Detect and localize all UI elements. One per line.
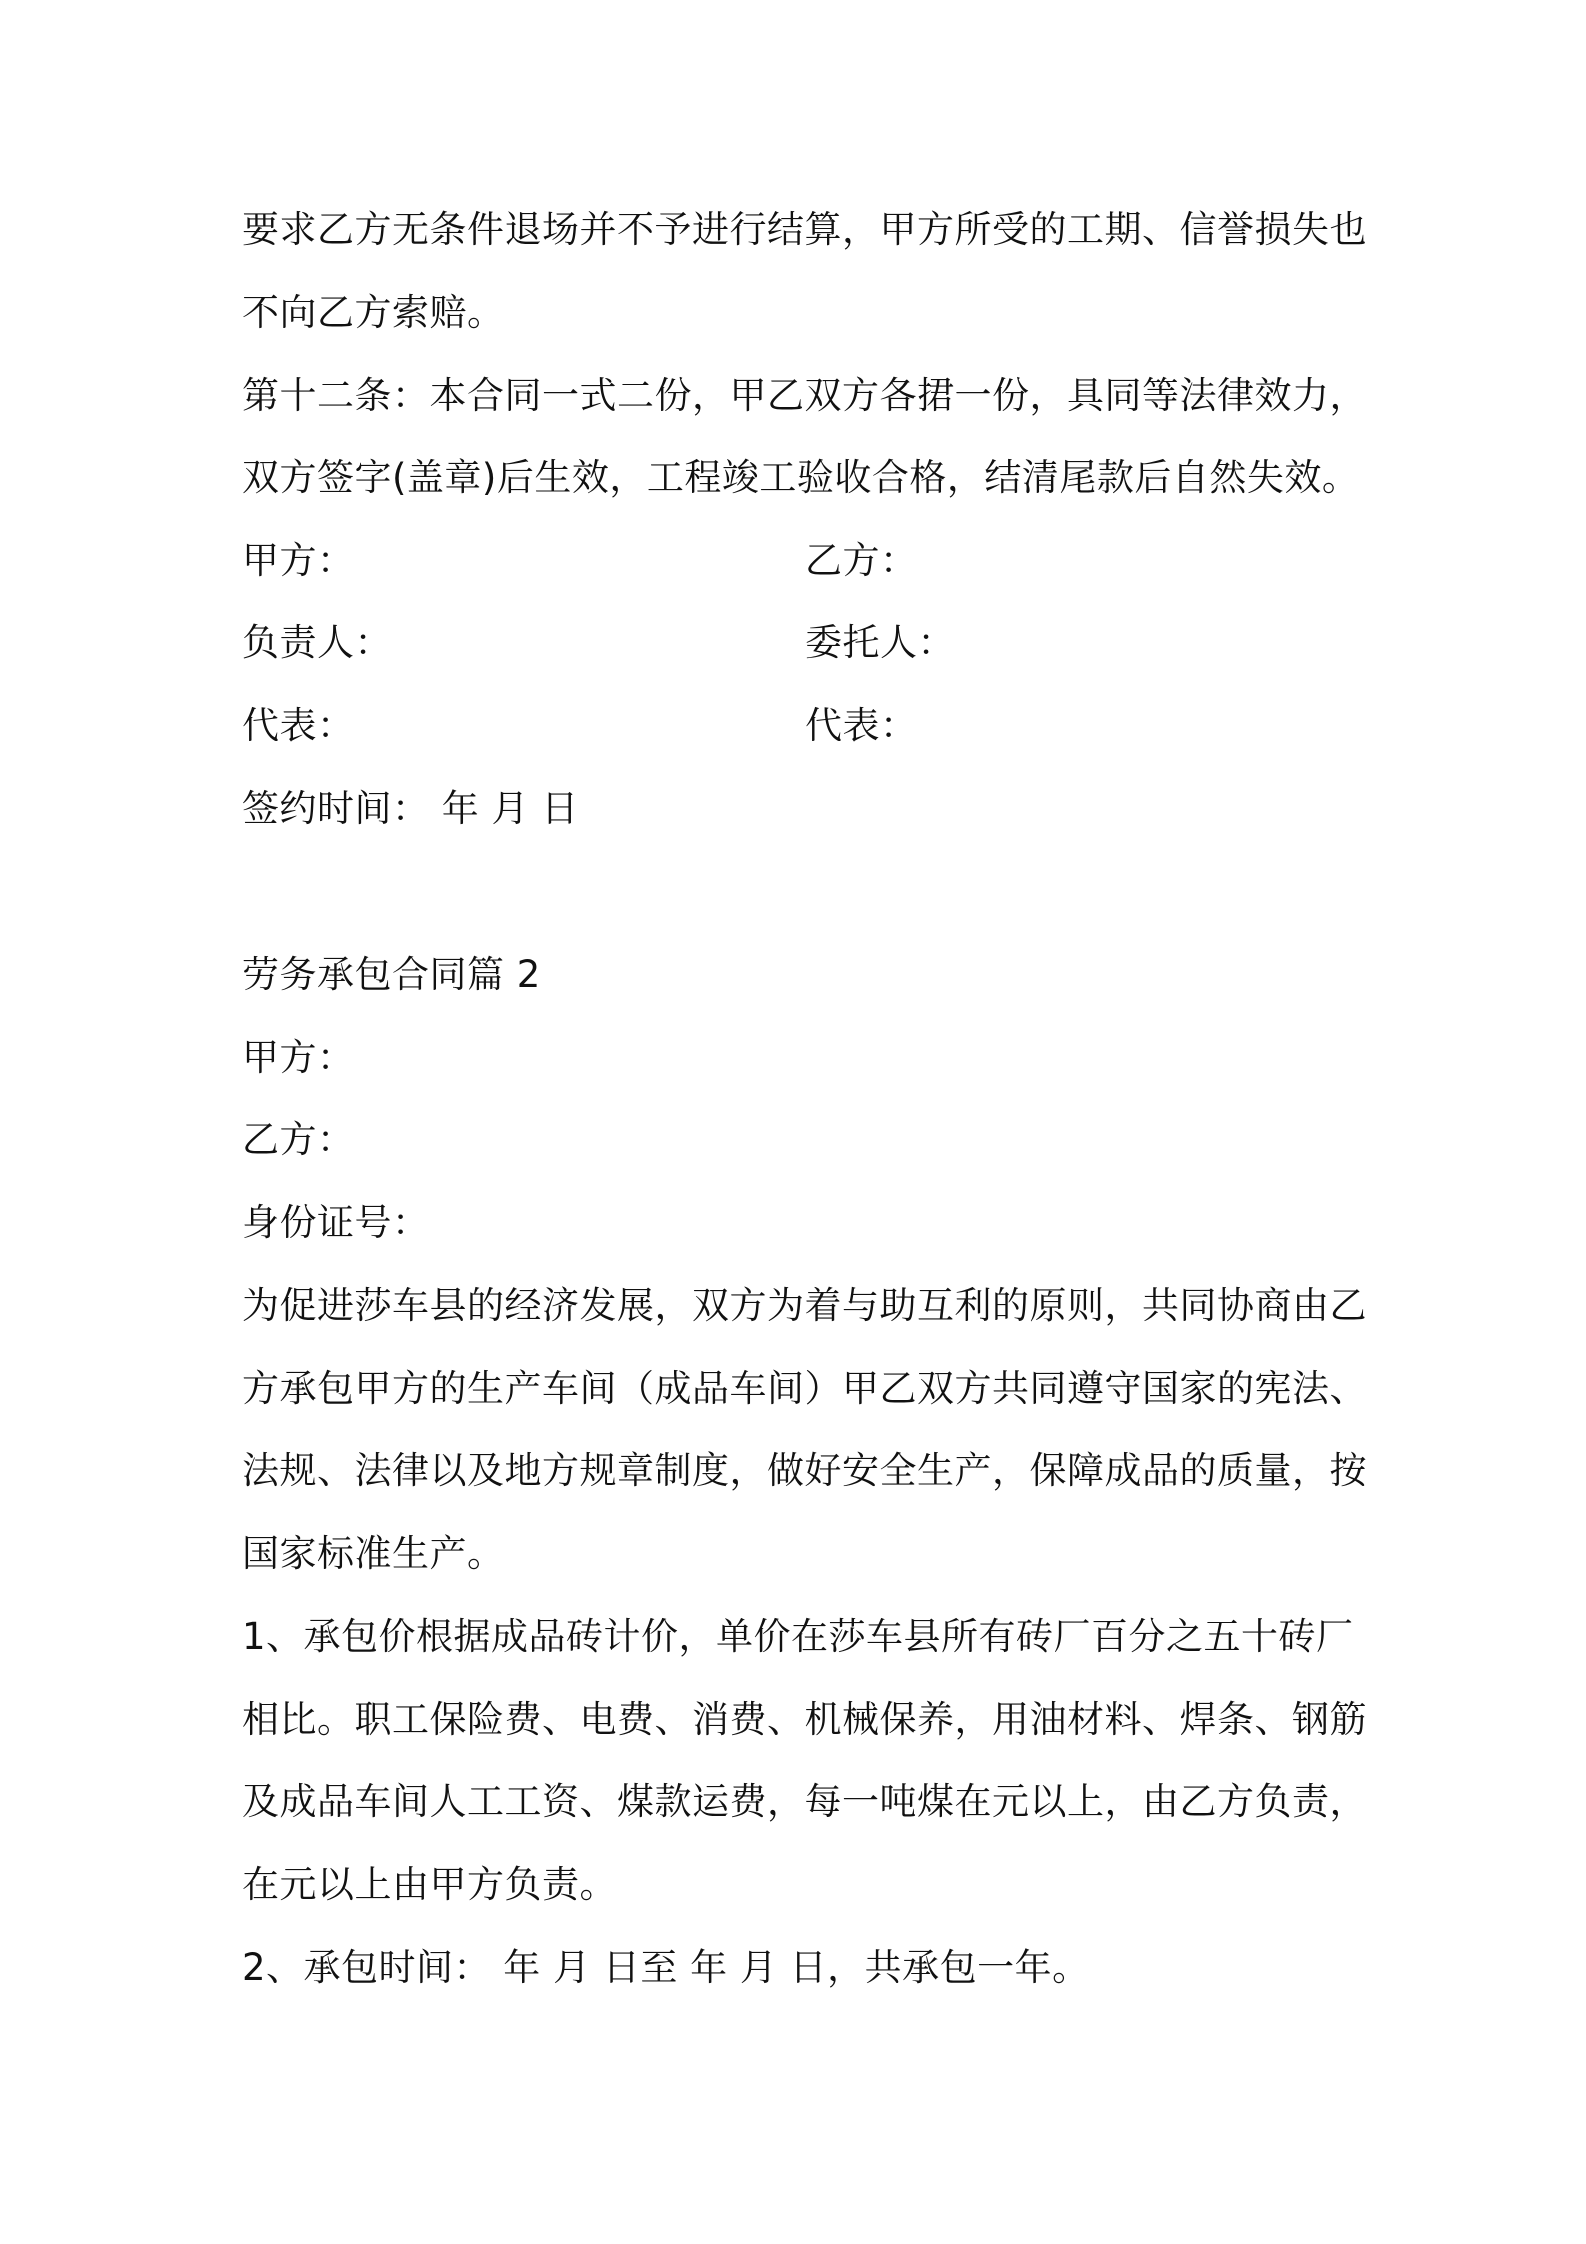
section-title: 劳务承包合同篇 2 <box>242 953 541 996</box>
clause-1-line: 相比。职工保险费、电费、消费、机械保养，用油材料、焊条、钢筋 <box>242 1698 1367 1741</box>
clause-12-line: 第十二条：本合同一式二份，甲乙双方各捃一份，具同等法律效力， <box>242 374 1367 417</box>
party-b-label: 乙方： <box>805 539 918 582</box>
representative-b-label: 代表： <box>805 704 918 747</box>
text-line: 要求乙方无条件退场并不予进行结算，甲方所受的工期、信誉损失也 <box>242 208 1367 251</box>
clause-1-line: 1、承包价根据成品砖计价，单价在莎车县所有砖厂百分之五十砖厂 <box>242 1615 1354 1658</box>
intro-line: 为促进莎车县的经济发展，双方为着与助互利的原则，共同协商由乙 <box>242 1284 1367 1327</box>
entrusted-person-label: 委托人： <box>805 621 955 664</box>
id-number-label: 身份证号： <box>242 1201 430 1244</box>
intro-line: 国家标准生产。 <box>242 1532 505 1575</box>
representative-a-label: 代表： <box>242 704 355 747</box>
party-b-label: 乙方： <box>242 1118 355 1161</box>
clause-1-line: 在元以上由甲方负责。 <box>242 1863 617 1906</box>
text-line: 不向乙方索赔。 <box>242 291 505 334</box>
intro-line: 方承包甲方的生产车间（成品车间）甲乙双方共同遵守国家的宪法、 <box>242 1367 1367 1410</box>
signing-date-label: 签约时间： 年 月 日 <box>242 787 579 830</box>
responsible-person-label: 负责人： <box>242 621 392 664</box>
clause-12-line: 双方签字(盖章)后生效，工程竣工验收合格，结清尾款后自然失效。 <box>242 456 1360 499</box>
party-a-label: 甲方： <box>242 1036 355 1079</box>
clause-2-line: 2、承包时间： 年 月 日至 年 月 日，共承包一年。 <box>242 1946 1090 1989</box>
intro-line: 法规、法律以及地方规章制度，做好安全生产，保障成品的质量，按 <box>242 1449 1367 1492</box>
clause-1-line: 及成品车间人工工资、煤款运费，每一吨煤在元以上，由乙方负责， <box>242 1780 1367 1823</box>
party-a-label: 甲方： <box>242 539 355 582</box>
